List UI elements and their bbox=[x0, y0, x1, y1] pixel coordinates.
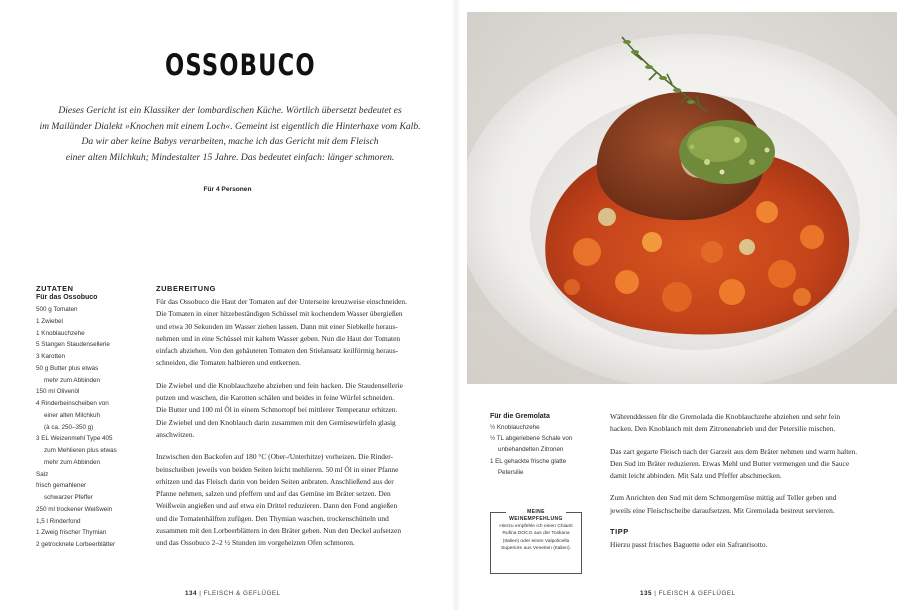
ingredient-item: mehr zum Abbinden bbox=[44, 458, 101, 466]
wine-box-body bbox=[494, 523, 578, 552]
ingredient-item: 500 g Tomaten bbox=[36, 306, 78, 313]
gremolata-ingredients bbox=[490, 413, 600, 478]
footer-section: FLEISCH & GEFLÜGEL bbox=[658, 590, 736, 597]
preparation-line: Pfanne nehmen, salzen und pfeffern und auf das Gemüse im Bräter setzen. Den bbox=[156, 489, 391, 499]
ingredient-item: 5 Stangen Staudensellerie bbox=[36, 341, 110, 349]
wine-body-line: Hierzu empfehle ich einen Chianti bbox=[499, 524, 573, 529]
ingredients-subheading: Für das Ossobuco bbox=[36, 294, 98, 301]
right-page-footer bbox=[640, 590, 736, 597]
ingredient-item: 1 Zweig frischer Thymian bbox=[36, 529, 107, 537]
preparation-line: schneiden, die Tomaten halbieren und entkernen. bbox=[156, 358, 301, 368]
ingredient-item: 1 Zwiebel bbox=[36, 317, 63, 325]
ingredient-item: 150 ml Olivenöl bbox=[36, 388, 80, 396]
step-paragraph bbox=[610, 411, 895, 436]
preparation-paragraph bbox=[156, 451, 436, 549]
ingredient-item: mehr zum Abbinden bbox=[44, 376, 101, 384]
ossobuco-photo bbox=[467, 12, 897, 384]
preparation-line: und das Ossobuco 2–2 ½ Stunden im vorgeheizten Ofen schmoren. bbox=[156, 538, 355, 548]
preparation-line: Die Butter und 100 ml Öl in einem Schmortopf bei mittlerer Temperatur erhitzen. bbox=[156, 405, 398, 415]
step-line: Den Sud im Bräter reduzieren. Etwas Mehl und Butter vermengen und die Sauce bbox=[610, 458, 850, 468]
intro-line: einer alten Milchkuh; Mindestalter 15 Jahre. Das bedeutet einfach: länger schmoren. bbox=[65, 151, 395, 163]
footer-separator: | bbox=[199, 590, 204, 597]
intro-line: im Mailänder Dialekt »Knochen mit einem Loch«. Gemeint ist eigentlich die Hinterhaxe vom Kalb. bbox=[39, 120, 421, 132]
book-gutter bbox=[452, 0, 460, 610]
preparation-paragraph bbox=[156, 380, 436, 441]
gremolata-item: ½ TL abgeriebene Schale von bbox=[490, 435, 573, 443]
ingredient-item: Salz bbox=[36, 470, 49, 478]
ingredient-item: schwarzer Pfeffer bbox=[44, 494, 93, 501]
gremolata-item: ½ Knoblauchzehe bbox=[490, 424, 540, 431]
wine-recommendation-box bbox=[490, 509, 582, 574]
ingredient-item: frisch gemahlener bbox=[36, 482, 87, 490]
ingredients-list bbox=[36, 304, 151, 551]
recipe-title: OSSOBUCO bbox=[165, 48, 316, 82]
ingredient-item: (à ca. 250–350 g) bbox=[44, 423, 94, 431]
step-line: damit leicht abbinden. Mit Salz und Pfeffer abschmecken. bbox=[610, 471, 782, 481]
tip-text: Hierzu passt frisches Baguette oder ein Safranrisotto. bbox=[610, 540, 768, 550]
wine-body-line: Superiore aus Venetien (Italien). bbox=[501, 545, 571, 551]
wine-body-line: Rufina DOCG aus der Toskana bbox=[502, 531, 570, 537]
ingredients-column bbox=[36, 284, 151, 551]
preparation-line: einfach abziehen. Von den gehäuteten Tomaten den Stielansatz keilförmig heraus- bbox=[156, 346, 399, 356]
ingredient-item: 1 Knoblauchzehe bbox=[36, 329, 85, 337]
final-steps-column bbox=[610, 411, 895, 551]
ingredient-item: 3 Karotten bbox=[36, 353, 66, 360]
ingredient-item: 50 g Butter plus etwas bbox=[36, 364, 99, 372]
preparation-line: Weißwein angießen und auf etwa ein Drittel reduzieren. Dann den Fond angießen bbox=[156, 501, 398, 511]
gremolata-item: Petersilie bbox=[498, 468, 524, 476]
step-paragraph bbox=[610, 492, 895, 517]
gremolata-list bbox=[490, 422, 600, 478]
ingredient-item: 3 EL Weizenmehl Type 405 bbox=[36, 435, 113, 443]
step-line: Zum Anrichten den Sud mit dem Schmorgemüse mittig auf Teller geben und bbox=[610, 493, 837, 503]
step-line: jeweils eine Fleischscheibe daraufsetzen. Mit Gremolada bestreut servieren. bbox=[610, 505, 835, 515]
tip-section bbox=[610, 527, 895, 551]
preparation-line: Inzwischen den Backofen auf 180 °C (Ober-/Unterhitze) vorheizen. Die Rinder- bbox=[156, 452, 394, 462]
preparation-line: nehmen und in eine Schüssel mit kaltem Wasser geben. Nun die Haut der Tomaten bbox=[156, 333, 401, 343]
preparation-paragraphs bbox=[156, 296, 436, 550]
preparation-line: erhitzen und das Fleisch darin von beiden Seiten anbraten. Anschließend aus der bbox=[156, 476, 394, 486]
wine-title-line: WEINEMPFEHLUNG bbox=[509, 515, 563, 522]
wine-box-title bbox=[506, 509, 566, 522]
gremolata-item: 1 EL gehackte frische glatte bbox=[490, 457, 567, 465]
ingredient-item: 4 Rinderbeinscheiben von bbox=[36, 400, 109, 407]
page-number: 134 bbox=[185, 590, 198, 597]
gremolata-item: unbehandelten Zitronen bbox=[498, 446, 564, 454]
wine-body-line: (Italien) oder einen Valpolicella bbox=[502, 538, 570, 544]
preparation-column bbox=[156, 284, 436, 560]
left-page-footer bbox=[185, 590, 281, 597]
preparation-paragraph bbox=[156, 296, 436, 370]
step-paragraph bbox=[610, 446, 895, 483]
ingredient-item: 2 getrocknete Lorbeerblätter bbox=[36, 541, 116, 548]
wine-title-line: MEINE bbox=[527, 509, 545, 515]
footer-section: FLEISCH & GEFLÜGEL bbox=[203, 590, 281, 597]
preparation-line: Die Tomaten in einer hitzebeständigen Schüssel mit kochendem Wasser übergießen bbox=[156, 309, 403, 319]
ingredient-item: einer alten Milchkuh bbox=[44, 411, 101, 419]
ingredients-heading: ZUTATEN bbox=[36, 284, 74, 293]
footer-separator: | bbox=[654, 590, 659, 597]
preparation-line: beinscheiben jeweils von beiden Seiten leicht mehlieren. 50 ml Öl in einer Pfanne bbox=[156, 464, 399, 474]
gremolata-subheading: Für die Gremolata bbox=[490, 413, 550, 420]
intro-line: Dieses Gericht ist ein Klassiker der lombardischen Küche. Wörtlich übersetzt bedeutet es bbox=[58, 105, 402, 116]
preparation-line: Für das Ossobuco die Haut der Tomaten auf der Unterseite kreuzweise einschneiden. bbox=[156, 297, 407, 306]
ingredient-item: zum Mehlieren plus etwas bbox=[44, 447, 117, 454]
preparation-heading: ZUBEREITUNG bbox=[156, 284, 216, 293]
step-line: Währenddessen für die Gremolada die Knoblauchzehe abziehen und sehr fein bbox=[610, 412, 841, 421]
intro-text bbox=[30, 103, 430, 165]
servings-label: Für 4 Personen bbox=[203, 186, 252, 193]
ingredient-item: 1,5 l Rinderfond bbox=[36, 517, 81, 525]
preparation-line: Die Zwiebel und den Knoblauch darin zusammen mit den Gemüsewürfeln glasig bbox=[156, 417, 396, 427]
tip-heading: TIPP bbox=[610, 527, 629, 537]
step-line: Das zart gegarte Fleisch nach der Garzeit aus dem Bräter nehmen und warm halten. bbox=[610, 446, 858, 456]
preparation-line: Die Zwiebel und die Knoblauchzehe abziehen und fein hacken. Die Staudensellerie bbox=[156, 380, 403, 390]
ingredient-item: 250 ml trockener Weißwein bbox=[36, 505, 113, 513]
gremolata-topping bbox=[679, 120, 775, 184]
preparation-line: zusammen mit den Lorbeerblättern in den Bräter geben. Nun den Deckel aufsetzen bbox=[156, 526, 402, 536]
final-steps-paragraphs bbox=[610, 411, 895, 517]
step-line: hacken. Den Knoblauch mit dem Zitronenabrieb und der Petersilie mischen. bbox=[610, 424, 836, 434]
page-number: 135 bbox=[640, 590, 653, 597]
preparation-line: und die Tomatenhälften zufügen. Den Thymian waschen, trockenschütteln und bbox=[156, 513, 389, 523]
preparation-line: anschwitzen. bbox=[156, 429, 195, 439]
preparation-line: und etwa 30 Sekunden im Wasser ziehen lassen. Dann mit einer Siebkelle heraus- bbox=[156, 321, 398, 331]
intro-line: Da wir aber keine Babys verarbeiten, mache ich das Gericht mit dem Fleisch bbox=[81, 136, 379, 147]
preparation-line: putzen und waschen, die Karotten schälen und beides in feine Würfel schneiden. bbox=[156, 393, 395, 403]
